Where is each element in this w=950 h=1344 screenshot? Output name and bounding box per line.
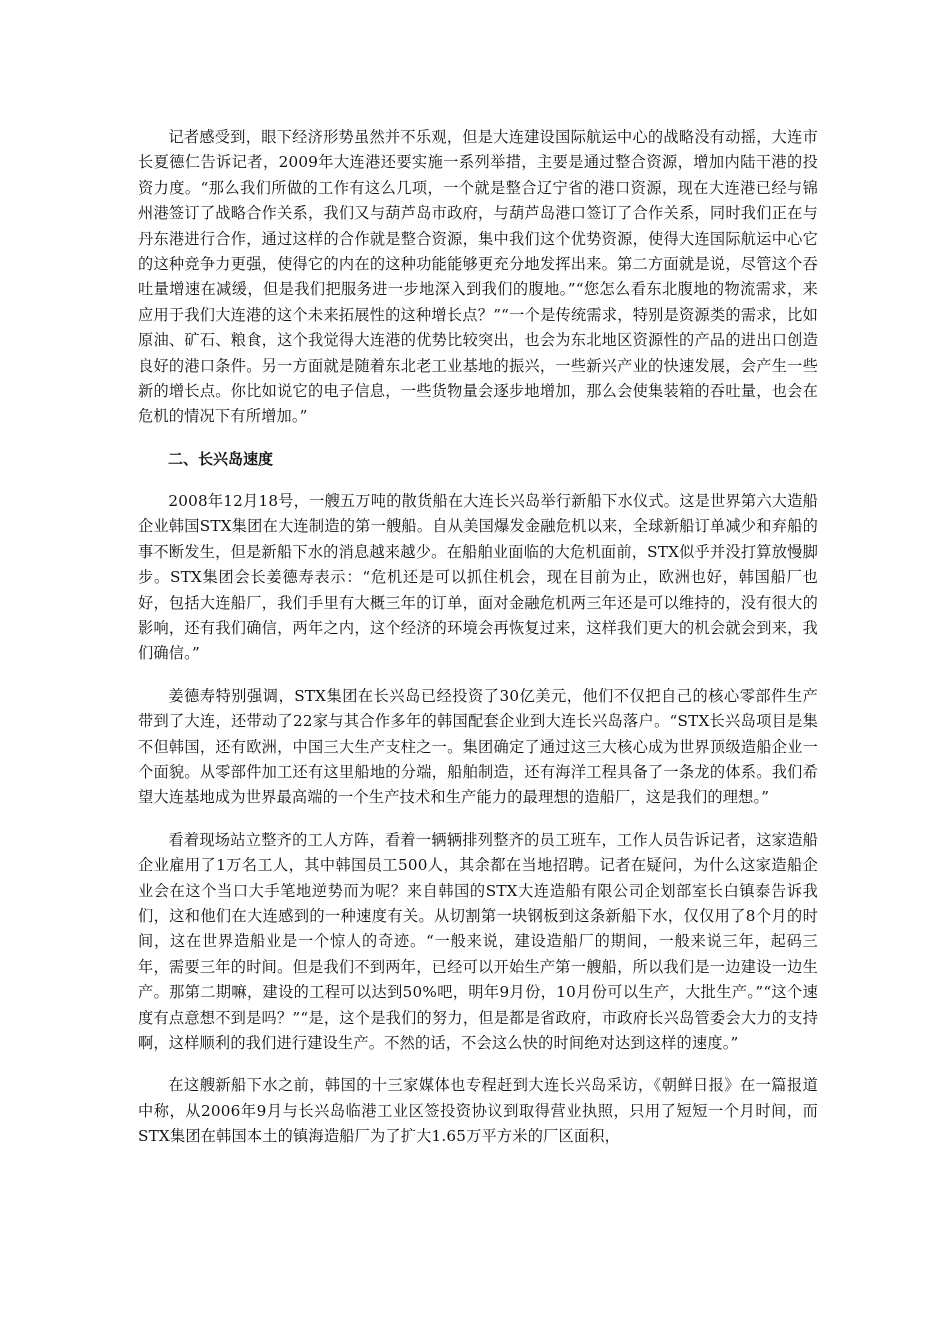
document-page	[138, 125, 818, 1150]
paragraph-korean-media: 在这艘新船下水之前，韩国的十三家媒体也专程赶到大连长兴岛采访，《朝鲜日报》在一篇报道中称，从2006年9月与长兴岛临港工业区签投资协议到取得营业执照，只用了短短一个月时间，而STX集团在韩国本土的镇海造船厂为了扩大1.65万平方米的厂区面积，	[138, 1076, 818, 1146]
paragraph-ship-launch: 2008年12月18号，一艘五万吨的散货船在大连长兴岛举行新船下水仪式。这是世界第六大造船企业韩国STX集团在大连制造的第一艘船。自从美国爆发金融危机以来，全球新船订单减少和弃船的事不断发生，但是新船下水的消息越来越少。在船舶业面临的大危机面前，STX似乎并没打算放慢脚步。STX集团会长姜德寿表示：“危机还是可以抓住机会，现在目前为止，欧洲也好，韩国船厂也好，包括大连船厂，我们手里有大概三年的订单，面对金融危机两三年还是可以维持的，没有很大的影响，还有我们确信，两年之内，这个经济的环境会再恢复过来，这样我们更大的机会就会到来，我们确信。”	[138, 491, 818, 663]
paragraph-port-resources: 记者感受到，眼下经济形势虽然并不乐观，但是大连建设国际航运中心的战略没有动摇，大连市长夏德仁告诉记者，2009年大连港还要实施一系列举措，主要是通过整合资源，增加内陆干港的投资力度。“那么我们所做的工作有这么几项，一个就是整合辽宁省的港口资源，现在大连港已经与锦州港签订了战略合作关系，我们又与葫芦岛市政府，与葫芦岛港口签订了合作关系，同时我们正在与丹东港进行合作，通过这样的合作就是整合资源，集中我们这个优势资源，使得大连国际航运中心它的这种竞争力更强，使得它的内在的这种功能能够更充分地发挥出来。第二方面就是说，尽管这个吞吐量增速在减缓，但是我们把服务进一步地深入到我们的腹地。”“您怎么看东北腹地的物流需求，来应用于我们大连港的这个未来拓展性的这种增长点？”“一个是传统需求，特别是资源类的需求，比如原油、矿石、粮食，这个我觉得大连港的优势比较突出，也会为东北地区资源性的产品的进出口创造良好的港口条件。另一方面就是随着东北老工业基地的振兴，一些新兴产业的快速发展，会产生一些新的增长点。你比如说它的电子信息，一些货物量会逐步地增加，那么会使集装箱的吞吐量，也会在危机的情况下有所增加。”	[138, 128, 818, 426]
paragraph-gap	[138, 472, 818, 489]
paragraph-gap	[138, 667, 818, 684]
paragraph-stx-investment: 姜德寿特别强调，STX集团在长兴岛已经投资了30亿美元，他们不仅把自己的核心零部件生产带到了大连，还带动了22家与其合作多年的韩国配套企业到大连长兴岛落户。“STX长兴岛项目是集不但韩国，还有欧洲，中国三大生产支柱之一。集团确定了通过这三大核心成为世界顶级造船企业一个面貌。从零部件加工还有这里船地的分端，船舶制造，还有海洋工程具备了一条龙的体系。我们希望大连基地成为世界最高端的一个生产技术和生产能力的最理想的造船厂，这是我们的理想。”	[138, 686, 818, 807]
paragraph-workforce-speed: 看着现场站立整齐的工人方阵，看着一辆辆排列整齐的员工班车，工作人员告诉记者，这家造船企业雇用了1万名工人，其中韩国员工500人，其余都在当地招聘。记者在疑问，为什么这家造船企业会在这个当口大手笔地逆势而为呢？来自韩国的STX大连造船有限公司企划部室长白镇泰告诉我们，这和他们在大连感到的一种速度有关。从切割第一块钢板到这条新船下水，仅仅用了8个月的时间，这在世界造船业是一个惊人的奇迹。“一般来说，建设造船厂的期间，一般来说三年，起码三年，需要三年的时间。但是我们不到两年，已经可以开始生产第一艘船，所以我们是一边建设一边生产。那第二期嘛，建设的工程可以达到50%吧，明年9月份，10月份可以生产，大批生产。”“这个速度有点意想不到是吗？”“是，这个是我们的努力，但是都是省政府，市政府长兴岛管委会大力的支持啊，这样顺利的我们进行建设生产。不然的话，不会这么快的时间绝对达到这样的速度。”	[138, 830, 818, 1052]
paragraph-gap	[138, 811, 818, 828]
paragraph-gap	[138, 430, 818, 447]
paragraph-gap	[138, 1056, 818, 1073]
section-heading: 二、长兴岛速度	[168, 449, 274, 468]
